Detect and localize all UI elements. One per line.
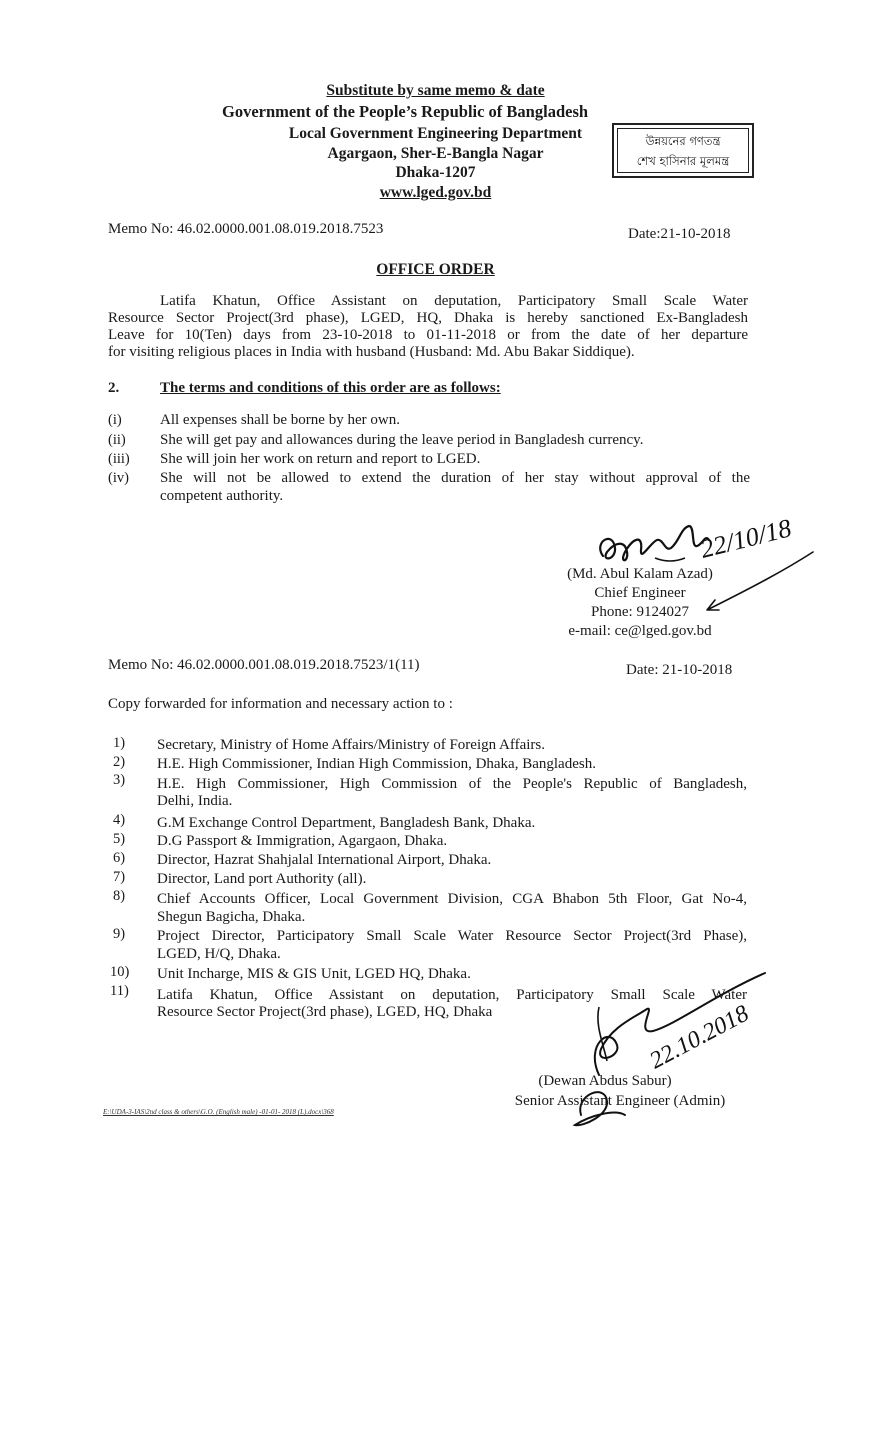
order-paragraph-line: Latifa Khatun, Office Assistant on deputation, Participatory Small Scale Water [160,293,748,309]
order-paragraph [108,293,748,361]
copy-forwarded-line: Copy forwarded for information and necessary action to : [108,696,453,712]
department-city: Dhaka-1207 [395,164,476,181]
order-paragraph-line: for visiting religious places in India with husband (Husband: Md. Abu Bakar Siddique). [108,344,635,360]
senior-engineer-signature [555,965,785,1145]
recipient-text: Resource Sector Project(3rd phase), LGED, HQ, Dhaka [157,1004,493,1020]
recipient-number: 8) [113,888,126,904]
term-text: competent authority. [160,488,284,504]
recipient-text: D.G Passport & Immigration, Agargaon, Dhaka. [157,833,448,849]
recipient-number: 7) [113,869,126,885]
recipient-number: 10) [110,964,130,980]
senior-engineer-handwritten-date: 22.10.2018 [645,1000,754,1075]
recipient-text: Delhi, India. [157,793,233,809]
term-text: She will get pay and allowances during the leave period in Bangladesh currency. [160,432,644,448]
chief-engineer-name: (Md. Abul Kalam Azad) [567,566,713,582]
government-title: Government of the People’s Republic of Bangladesh [222,102,589,121]
substitute-note: Substitute by same memo & date [326,82,545,99]
motto-line-1: উন্নয়নের গণতন্ত্র [645,133,721,148]
recipient-text: Director, Hazrat Shahjalal International Airport, Dhaka. [157,852,492,868]
recipient-text: Shegun Bagicha, Dhaka. [157,909,306,925]
order-paragraph-line: Leave for 10(Ten) days from 23-10-2018 to 01-11-2018 or from the date of her departure [108,327,748,343]
office-order-title: OFFICE ORDER [376,261,495,278]
term-number: (i) [108,412,122,428]
recipient-text: LGED, H/Q, Dhaka. [157,946,281,962]
senior-engineer-name: (Dewan Abdus Sabur) [538,1073,672,1089]
recipient-number: 11) [110,983,129,999]
memo-number: Memo No: 46.02.0000.001.08.019.2018.7523 [108,221,384,237]
recipient-text: Project Director, Participatory Small Scale Water Resource Sector Project(3rd Phase), [157,928,747,944]
file-path-footer: E:\UDA-3-IAS\2nd class & others\G.O. (English male) -01-01- 2018 (L).docx\368 [103,1108,334,1116]
recipient-number: 6) [113,850,126,866]
recipient-text: Director, Land port Authority (all). [157,871,367,887]
recipient-number: 4) [113,812,126,828]
recipient-text: G.M Exchange Control Department, Bangladesh Bank, Dhaka. [157,815,536,831]
chief-engineer-title: Chief Engineer [594,585,686,601]
term-number: (iii) [108,451,130,467]
recipient-text: Latifa Khatun, Office Assistant on deputation, Participatory Small Scale Water [157,987,747,1003]
recipient-number: 2) [113,754,126,770]
term-text: She will join her work on return and report to LGED. [160,451,481,467]
order-paragraph-line: Resource Sector Project(3rd phase), LGED, HQ, Dhaka is hereby sanctioned Ex-Bangladesh [108,310,748,326]
recipient-text: H.E. High Commissioner, Indian High Commission, Dhaka, Bangladesh. [157,756,596,772]
memo-date: Date:21-10-2018 [628,226,731,242]
chief-engineer-phone: Phone: 9124027 [591,604,689,620]
recipient-text: Chief Accounts Officer, Local Government Division, CGA Bhabon 5th Floor, Gat No-4, [157,891,747,907]
recipient-text: Secretary, Ministry of Home Affairs/Ministry of Foreign Affairs. [157,737,545,753]
recipient-text: H.E. High Commissioner, High Commission of the People's Republic of Bangladesh, [157,776,747,792]
chief-engineer-handwritten-date: 22/10/18 [697,513,795,564]
recipient-number: 9) [113,926,126,942]
recipient-number: 1) [113,735,126,751]
senior-engineer-title: Senior Assistant Engineer (Admin) [514,1093,726,1109]
motto-box [612,123,754,178]
term-number: (iv) [108,470,129,486]
recipient-number: 3) [113,772,126,788]
forward-memo-date: Date: 21-10-2018 [626,662,733,678]
section-number: 2. [108,380,120,396]
term-text: All expenses shall be borne by her own. [160,412,400,428]
chief-engineer-email[interactable]: e-mail: ce@lged.gov.bd [568,623,712,639]
department-website[interactable]: www.lged.gov.bd [379,184,492,201]
motto-line-2: শেখ হাসিনার মূলমন্ত্র [636,153,730,168]
forward-memo-number: Memo No: 46.02.0000.001.08.019.2018.7523/1(11) [108,657,420,673]
term-number: (ii) [108,432,126,448]
section-title: The terms and conditions of this order are as follows: [160,380,501,396]
recipient-text: Unit Incharge, MIS & GIS Unit, LGED HQ, Dhaka. [157,966,471,982]
term-text: She will not be allowed to extend the duration of her stay without approval of the [160,470,750,486]
recipient-number: 5) [113,831,126,847]
department-address: Agargaon, Sher-E-Bangla Nagar [327,145,544,162]
department-name: Local Government Engineering Department [288,125,583,142]
